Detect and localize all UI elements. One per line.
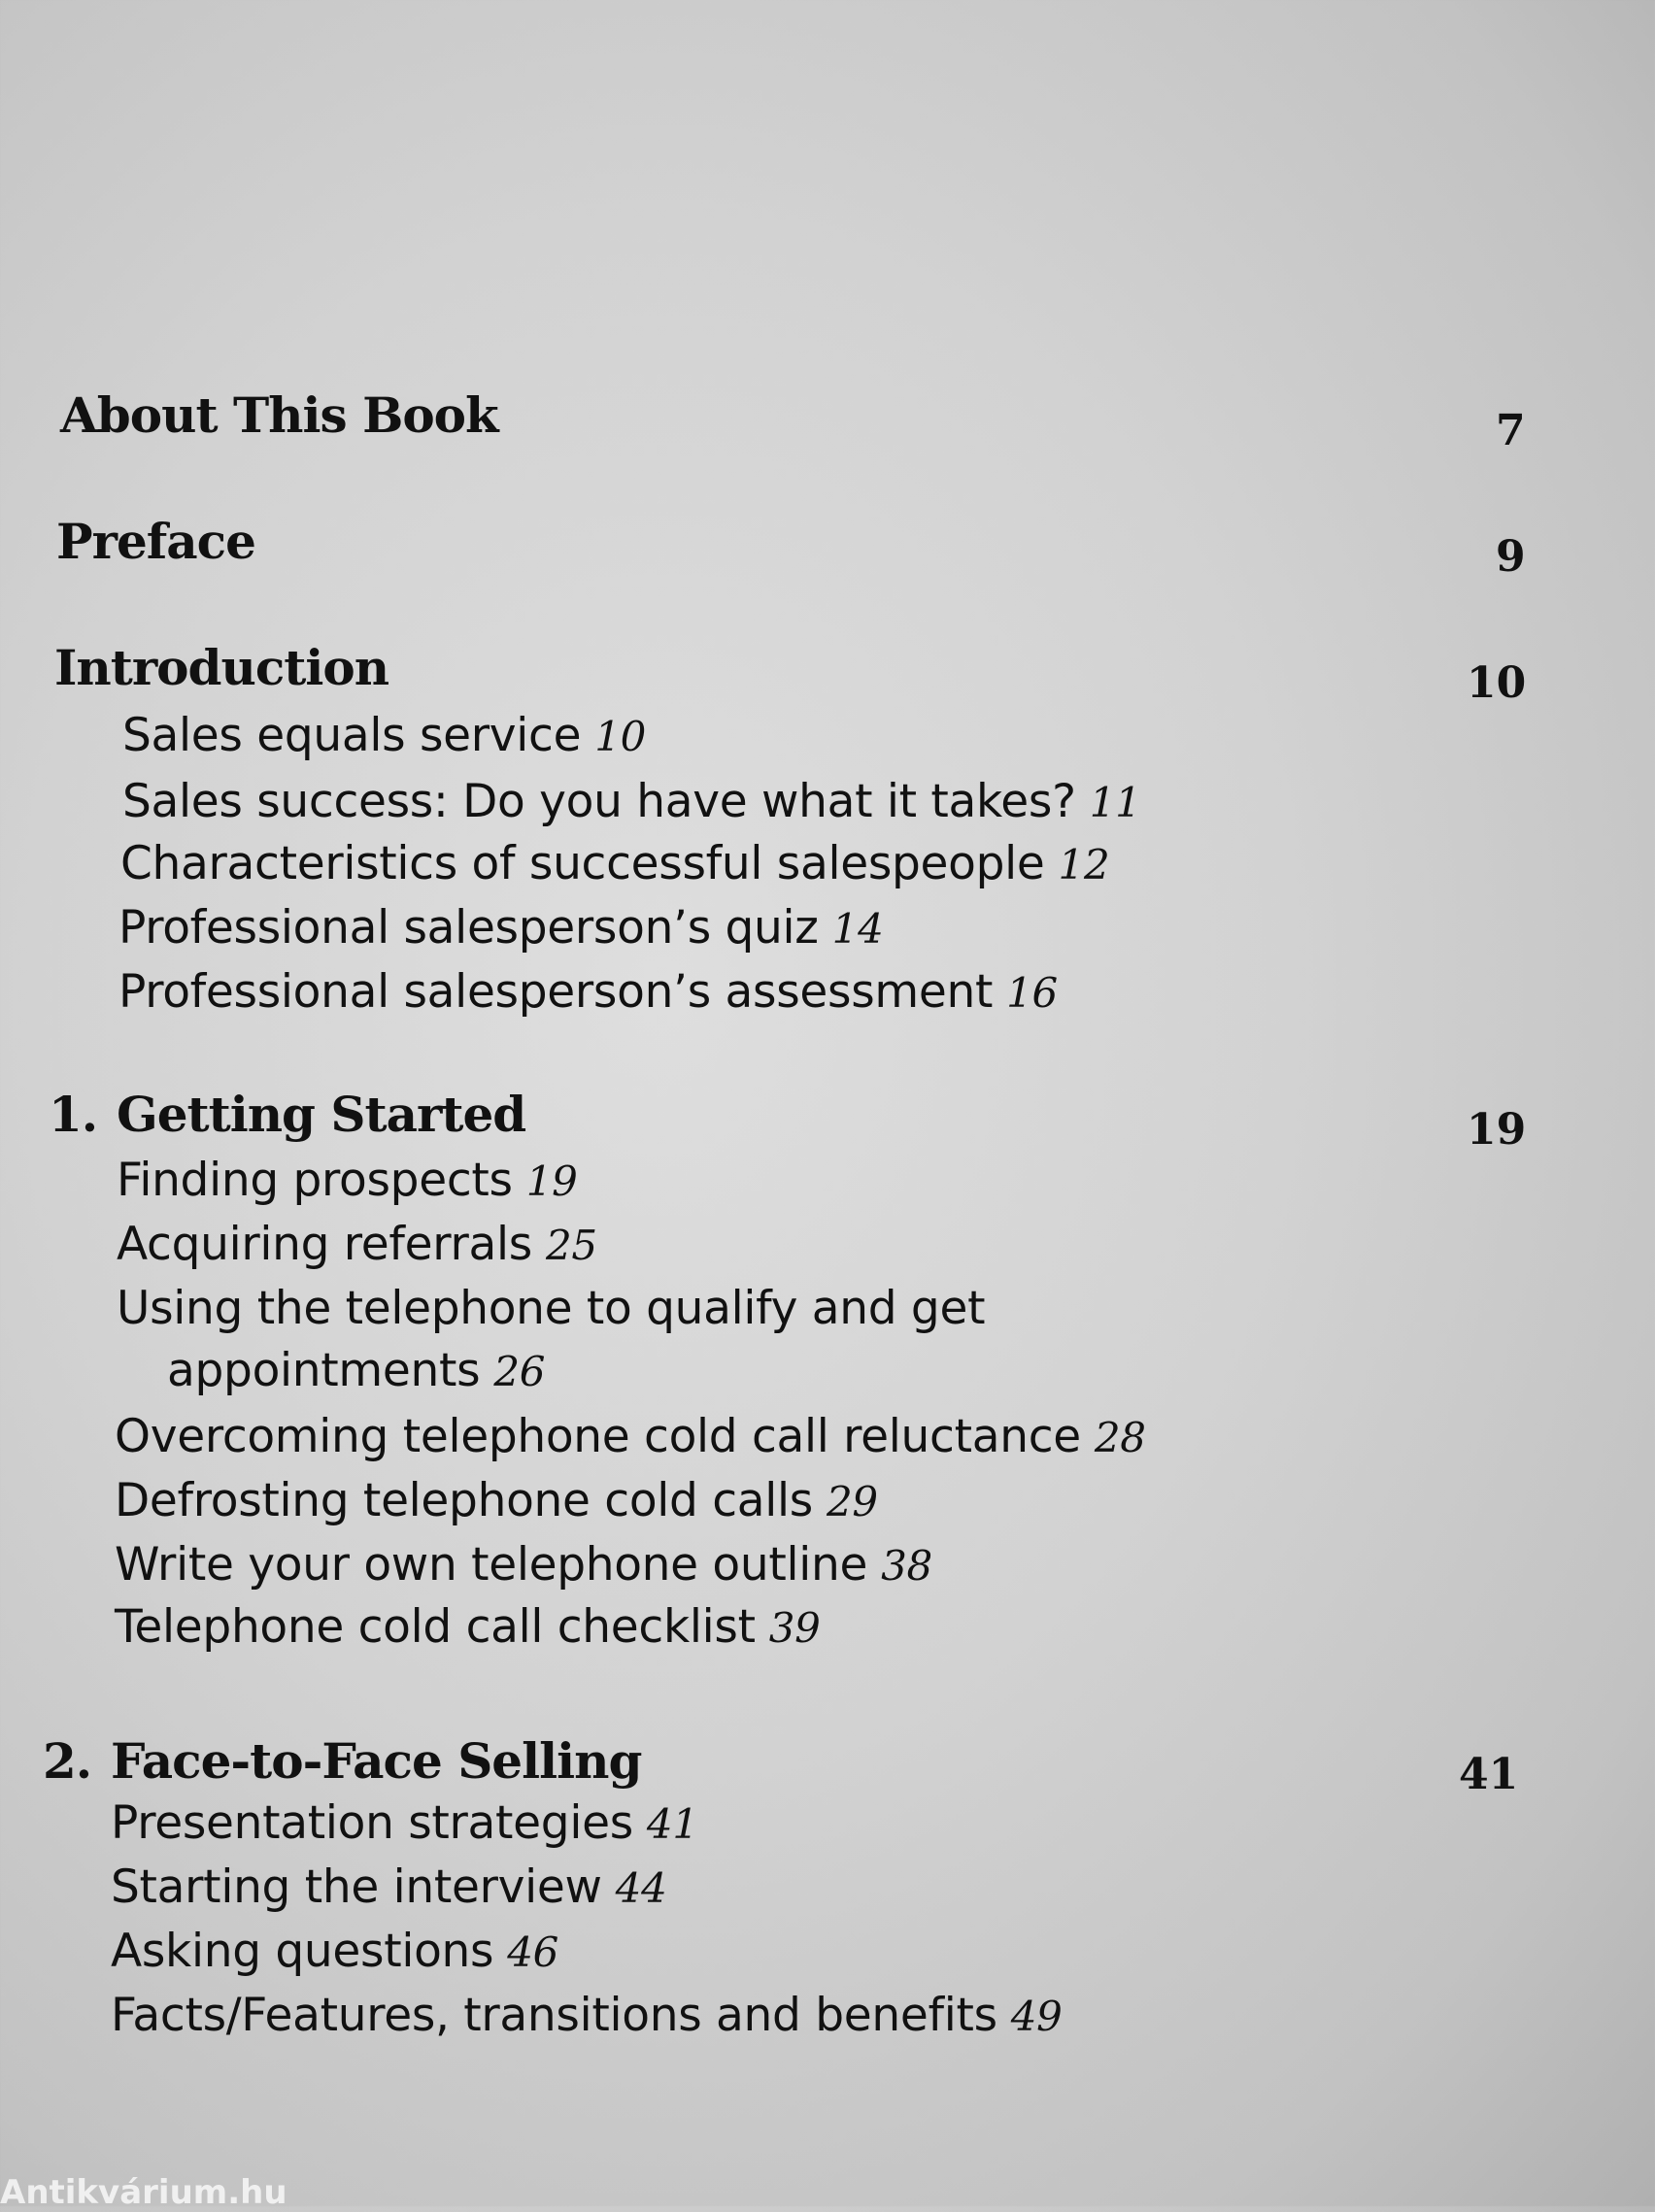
subentry-page-number: 41 bbox=[646, 1800, 698, 1848]
toc-subentry: Presentation strategies 41 bbox=[111, 1796, 698, 1850]
chapter-page-number: 41 bbox=[1459, 1750, 1519, 1799]
chapter-title: About This Book bbox=[60, 386, 498, 444]
chapter-page-number: 9 bbox=[1496, 532, 1526, 582]
toc-subentry-continuation: appointments 26 bbox=[167, 1344, 546, 1397]
subentry-page-number: 38 bbox=[881, 1542, 932, 1590]
toc-subentry: Acquiring referrals 25 bbox=[117, 1218, 597, 1271]
chapter-page-number: 19 bbox=[1467, 1105, 1527, 1155]
toc-subentry: Facts/Features, transitions and benefits 49 bbox=[111, 1989, 1063, 2042]
chapter-title: Face-to-Face Selling bbox=[111, 1732, 642, 1790]
subentry-page-number: 49 bbox=[1010, 1993, 1063, 2040]
subentry-page-number: 26 bbox=[493, 1348, 546, 1395]
toc-subentry: Write your own telephone outline 38 bbox=[115, 1538, 932, 1592]
toc-subentry: Telephone cold call checklist 39 bbox=[115, 1600, 821, 1654]
subentry-page-number: 19 bbox=[525, 1157, 578, 1205]
chapter-number: 1. bbox=[49, 1086, 98, 1143]
chapter-page-number: 7 bbox=[1496, 406, 1526, 455]
toc-entry-introduction bbox=[54, 639, 388, 696]
subentry-page-number: 28 bbox=[1094, 1414, 1146, 1461]
subentry-page-number: 10 bbox=[594, 713, 647, 760]
subentry-page-number: 14 bbox=[831, 905, 884, 953]
toc-subentry: Finding prospects 19 bbox=[117, 1154, 578, 1207]
toc-subentry: Using the telephone to qualify and get bbox=[117, 1282, 986, 1335]
toc-subentry: Sales equals service 10 bbox=[122, 709, 647, 762]
chapter-title: Introduction bbox=[54, 639, 389, 696]
subentry-page-number: 29 bbox=[826, 1478, 878, 1525]
chapter-number: 2. bbox=[43, 1732, 92, 1790]
subentry-page-number: 39 bbox=[768, 1604, 821, 1652]
toc-entry-about bbox=[60, 386, 498, 444]
chapter-title: Getting Started bbox=[117, 1086, 526, 1143]
toc-subentry: Defrosting telephone cold calls 29 bbox=[115, 1474, 878, 1527]
toc-subentry: Professional salesperson’s assessment 16 bbox=[118, 965, 1058, 1019]
subentry-page-number: 44 bbox=[615, 1864, 667, 1912]
show-through bbox=[680, 19, 694, 72]
toc-subentry: Sales success: Do you have what it takes? 11 bbox=[122, 775, 1141, 828]
toc-entry-chapter-2 bbox=[43, 1732, 641, 1790]
toc-subentry: Asking questions 46 bbox=[111, 1925, 559, 1978]
toc-entry-chapter-1 bbox=[49, 1086, 525, 1143]
chapter-title: Preface bbox=[56, 513, 255, 570]
toc-entry-preface bbox=[56, 513, 255, 570]
chapter-page-number: 10 bbox=[1467, 658, 1527, 708]
toc-subentry: Overcoming telephone cold call reluctance 28 bbox=[115, 1410, 1146, 1463]
toc-subentry: Professional salesperson’s quiz 14 bbox=[118, 901, 884, 955]
toc-subentry: Characteristics of successful salespeople 12 bbox=[120, 837, 1110, 890]
subentry-page-number: 11 bbox=[1089, 779, 1141, 826]
subentry-page-number: 25 bbox=[545, 1222, 597, 1269]
watermark: Antikvárium.hu bbox=[0, 2173, 287, 2212]
toc-subentry: Starting the interview 44 bbox=[111, 1860, 667, 1914]
subentry-page-number: 46 bbox=[507, 1928, 559, 1976]
subentry-page-number: 16 bbox=[1006, 969, 1058, 1017]
subentry-page-number: 12 bbox=[1058, 841, 1110, 888]
